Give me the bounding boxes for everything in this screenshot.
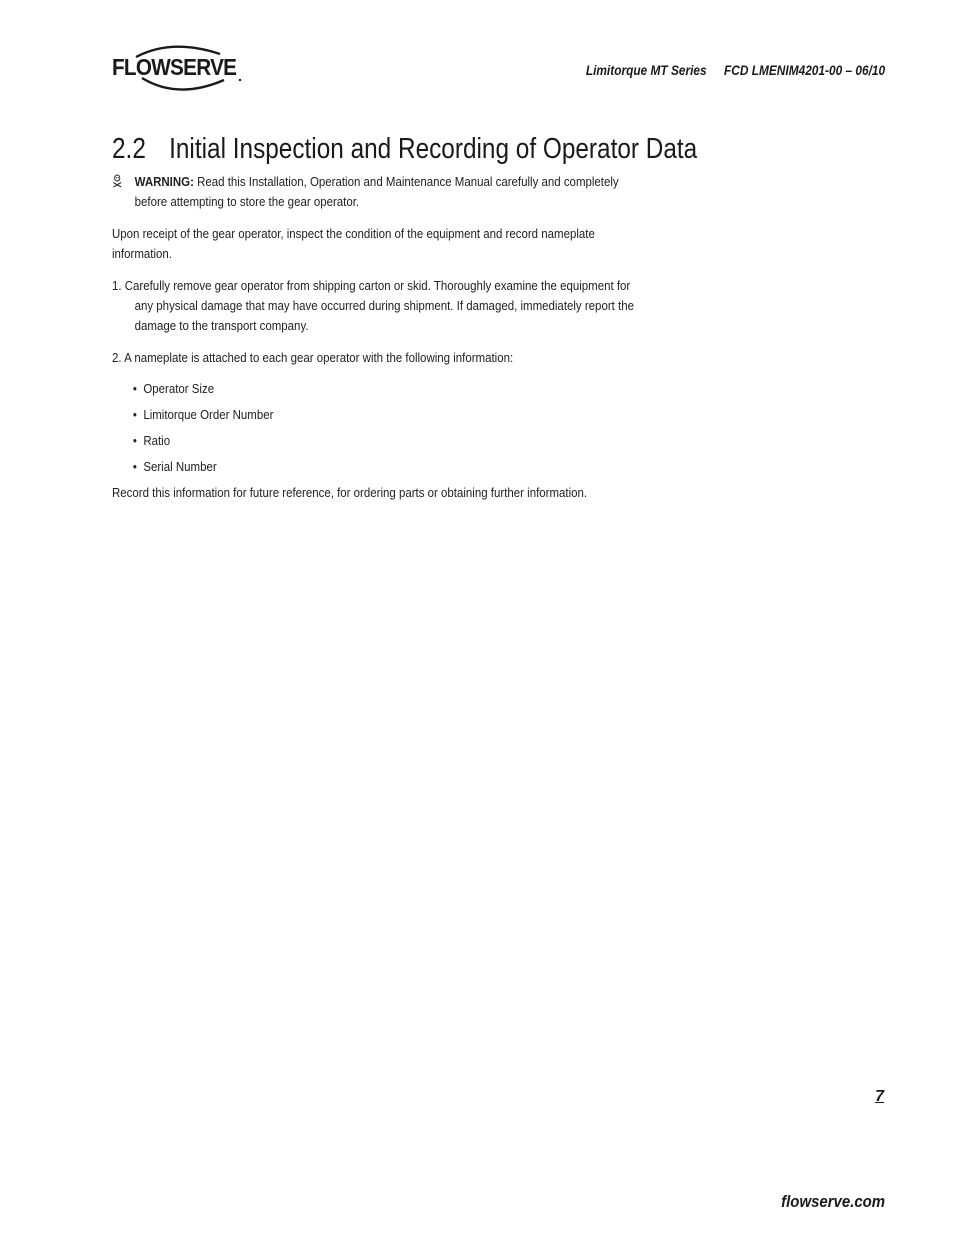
nameplate-list: [112, 379, 651, 477]
bullet-icon: •: [132, 433, 137, 448]
list-item: • Ratio: [133, 431, 652, 451]
footer-website: flowserve.com: [781, 1192, 885, 1211]
header-doc-code: FCD LMENIM4201-00 – 06/10: [723, 63, 885, 78]
section-title: Initial Inspection and Recording of Operator Data: [169, 133, 698, 165]
bullet-icon: •: [132, 459, 137, 474]
list-item: • Limitorque Order Number: [133, 405, 652, 425]
closing-paragraph: Record this information for future reference, for ordering parts or obtaining further information.: [112, 485, 588, 500]
header-series: Limitorque MT Series: [585, 63, 707, 78]
list-item: • Operator Size: [133, 379, 652, 399]
bullet-icon: •: [132, 381, 137, 396]
intro-paragraph: Upon receipt of the gear operator, inspect the condition of the equipment and record nameplate information.: [112, 226, 595, 261]
step-2-paragraph: 2. A nameplate is attached to each gear operator with the following information:: [112, 350, 514, 365]
step-1-paragraph: 1. Carefully remove gear operator from shipping carton or skid. Thoroughly examine the equipment for any physical damage that may have occurred during shipment. If damaged, immediately report the damage to the transport company.: [112, 278, 634, 333]
skull-crossbones-icon: [112, 174, 122, 188]
section-number: 2.2: [112, 133, 146, 165]
bullet-icon: •: [132, 407, 137, 422]
body-content: [112, 172, 651, 503]
list-item: • Serial Number: [133, 457, 652, 477]
page-header: [586, 63, 885, 78]
warning-text: Read this Installation, Operation and Maintenance Manual carefully and completely before attempting to store the gear operator.: [134, 174, 619, 209]
flowserve-logo: [112, 40, 248, 96]
page-number: 7: [875, 1088, 884, 1105]
logo-text: FLOWSERVE: [112, 54, 237, 80]
section-heading: [112, 133, 697, 166]
warning-label: WARNING:: [134, 174, 194, 189]
warning-note: [112, 172, 651, 212]
